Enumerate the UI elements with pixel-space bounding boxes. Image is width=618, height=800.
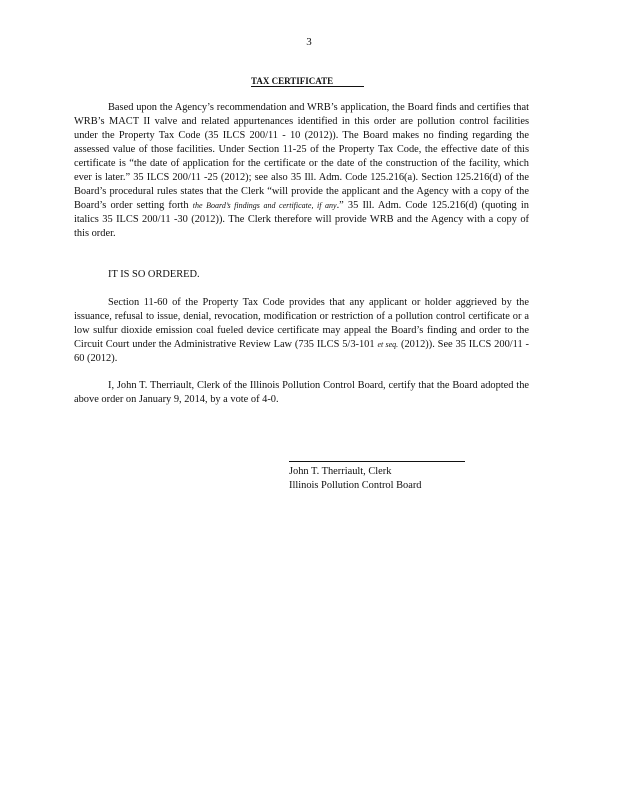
italic-citation: et seq. bbox=[377, 340, 399, 349]
signature-line bbox=[289, 461, 465, 462]
clerk-certification-paragraph: I, John T. Therriault, Clerk of the Illinois Pollution Control Board, certify that the Board adopted the above order on January 9, 2014, by a vote of 4-0. bbox=[74, 380, 529, 405]
page-number: 3 bbox=[306, 36, 312, 48]
section-heading: TAX CERTIFICATE bbox=[251, 76, 364, 87]
order-statement: IT IS SO ORDERED. bbox=[108, 269, 200, 280]
tax-certificate-paragraph bbox=[74, 101, 529, 241]
signature-name: John T. Therriault, Clerk bbox=[289, 466, 392, 477]
italic-quote: the Board’s findings and certificate, if any bbox=[192, 201, 337, 210]
appeal-paragraph bbox=[74, 296, 529, 366]
paragraph-text-end: (2012)). See 35 ILCS 200/11 - 60 (2012). bbox=[74, 339, 529, 364]
signature-organization: Illinois Pollution Control Board bbox=[289, 480, 422, 491]
paragraph-text: Based upon the Agency’s recommendation and WRB’s application, the Board finds and certifies that WRB’s MACT II valve and related appurtenances identified in this order are pollution control facilities under the Property Tax Code (35 ILCS 200/11 - 10 (2012)). The Board makes no finding regarding the assessed value of those facilities. Under Section 11-25 of the Property Tax Code, the effective date of this certificate is “the date of application for the certificate or the date of the construction of the facility, which ever is later.” 35 ILCS 200/11 -25 (2012); see also 35 Ill. Adm. Code 125.216(a). Section 125.216(d) of the Board’s procedural rules states that the Clerk “will provide the applicant and the Agency with a copy of the Board’s order setting forth bbox=[74, 102, 529, 211]
paragraph-text: Section 11-60 of the Property Tax Code provides that any applicant or holder aggrieved by the issuance, refusal to issue, denial, revocation, modification or restriction of a pollution control certificate or a low sulfur dioxide emission coal fueled device certificate may appeal the Board’s finding and order to the Circuit Court under the Administrative Review Law (735 ILCS 5/3-101 bbox=[74, 297, 529, 350]
paragraph-text-end: .” 35 Ill. Adm. Code 125.216(d) (quoting in italics 35 ILCS 200/11 -30 (2012)). The Clerk therefore will provide WRB and the Agency with a copy of this order. bbox=[74, 200, 529, 239]
